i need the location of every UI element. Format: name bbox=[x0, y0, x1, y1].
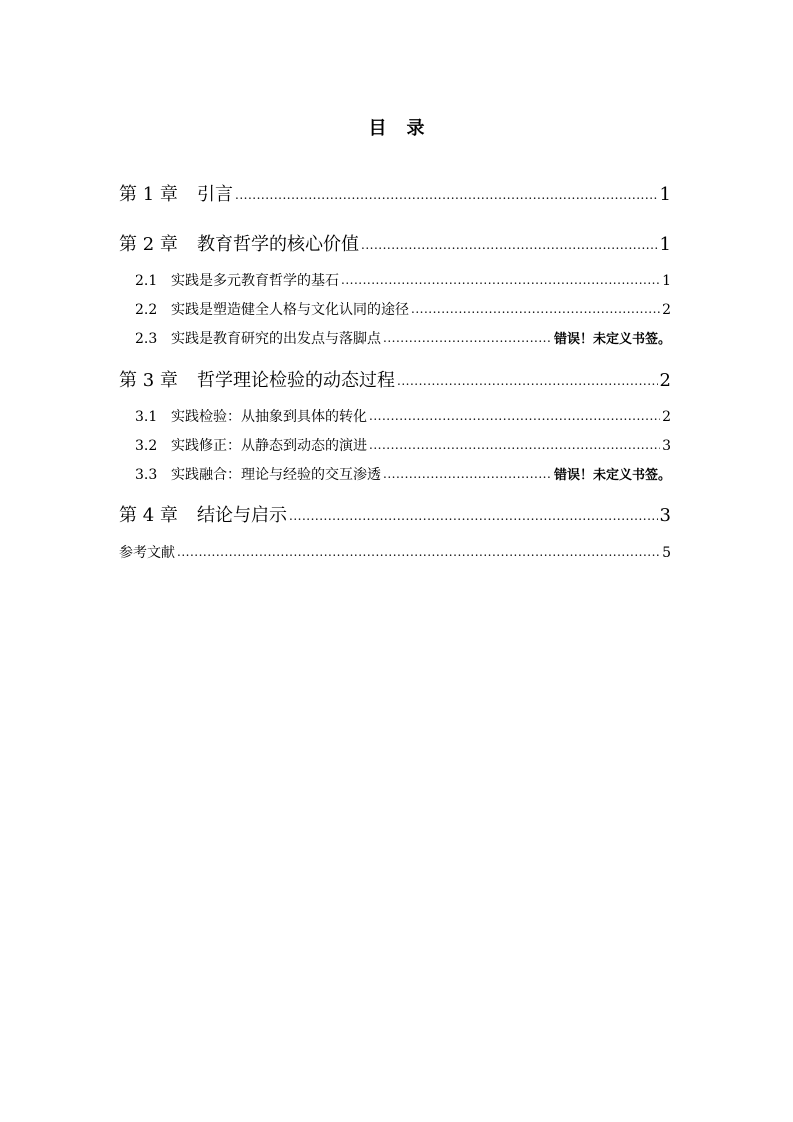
toc-entry-page: 2 bbox=[662, 302, 671, 318]
toc-entry-label: 实践融合：理论与经验的交互渗透 bbox=[171, 467, 381, 483]
toc-entry-section-2-2[interactable] bbox=[119, 299, 671, 319]
toc-leader-dots bbox=[369, 436, 660, 450]
toc-entry-chapter-3[interactable] bbox=[119, 366, 671, 392]
toc-entry-label: 实践是教育研究的出发点与落脚点 bbox=[171, 331, 381, 347]
toc-leader-dots bbox=[369, 407, 660, 421]
toc-entry-section-2-3[interactable] bbox=[119, 328, 671, 348]
toc-entry-number: 2.3 bbox=[135, 331, 158, 347]
toc-entry-section-3-2[interactable] bbox=[119, 435, 671, 455]
toc-entry-number: 3.1 bbox=[135, 409, 158, 425]
toc-entry-page: 2 bbox=[659, 370, 671, 391]
toc-entry-label: 结论与启示 bbox=[197, 505, 287, 526]
toc-leader-dots bbox=[177, 543, 660, 557]
toc-leader-dots bbox=[383, 465, 552, 479]
toc-entry-number: 3.2 bbox=[135, 438, 158, 454]
toc-title bbox=[0, 114, 793, 140]
toc-entry-section-2-1[interactable] bbox=[119, 270, 671, 290]
toc-entry-number: 第 2 章 bbox=[119, 234, 178, 255]
toc-entry-page-error: 错误！未定义书签。 bbox=[553, 332, 671, 347]
toc-entry-label: 参考文献 bbox=[119, 545, 175, 561]
toc-entry-chapter-2[interactable] bbox=[119, 230, 671, 256]
toc-entry-page: 1 bbox=[659, 184, 671, 205]
toc-entry-number: 2.1 bbox=[135, 273, 158, 289]
toc-entry-number: 第 1 章 bbox=[119, 184, 178, 205]
toc-entry-label: 实践是多元教育哲学的基石 bbox=[171, 273, 339, 289]
toc-entry-label: 实践修正：从静态到动态的演进 bbox=[171, 438, 367, 454]
toc-leader-dots bbox=[397, 368, 658, 386]
toc-entry-number: 3.3 bbox=[135, 467, 158, 483]
toc-entry-label: 引言 bbox=[197, 184, 233, 205]
toc-entry-number: 第 4 章 bbox=[119, 505, 178, 526]
toc-entry-page: 3 bbox=[659, 505, 671, 526]
toc-entry-section-3-3[interactable] bbox=[119, 464, 671, 484]
toc-entry-label: 实践检验：从抽象到具体的转化 bbox=[171, 409, 367, 425]
toc-entry-number: 第 3 章 bbox=[119, 370, 178, 391]
toc-entry-page: 5 bbox=[662, 545, 671, 561]
toc-entry-section-3-1[interactable] bbox=[119, 406, 671, 426]
toc-entry-page: 1 bbox=[662, 273, 671, 289]
toc-entry-label: 教育哲学的核心价值 bbox=[197, 234, 359, 255]
toc-leader-dots bbox=[361, 232, 658, 250]
toc-title-part1: 目 bbox=[368, 118, 387, 139]
toc-title-part2: 录 bbox=[406, 118, 425, 139]
toc-entry-page-error: 错误！未定义书签。 bbox=[553, 468, 671, 483]
toc-leader-dots bbox=[411, 300, 660, 314]
toc-entry-chapter-1[interactable] bbox=[119, 180, 671, 206]
toc-entry-label: 实践是塑造健全人格与文化认同的途径 bbox=[171, 302, 409, 318]
toc-entry-chapter-4[interactable] bbox=[119, 501, 671, 527]
toc-leader-dots bbox=[235, 182, 658, 200]
toc-leader-dots bbox=[289, 503, 658, 521]
toc-entry-page: 1 bbox=[659, 234, 671, 255]
toc-entry-number: 2.2 bbox=[135, 302, 158, 318]
toc-entry-references[interactable] bbox=[119, 542, 671, 562]
toc-leader-dots bbox=[383, 329, 552, 343]
toc-entry-page: 2 bbox=[662, 409, 671, 425]
toc-entry-label: 哲学理论检验的动态过程 bbox=[197, 370, 395, 391]
toc-entry-page: 3 bbox=[662, 438, 671, 454]
toc-leader-dots bbox=[341, 271, 660, 285]
